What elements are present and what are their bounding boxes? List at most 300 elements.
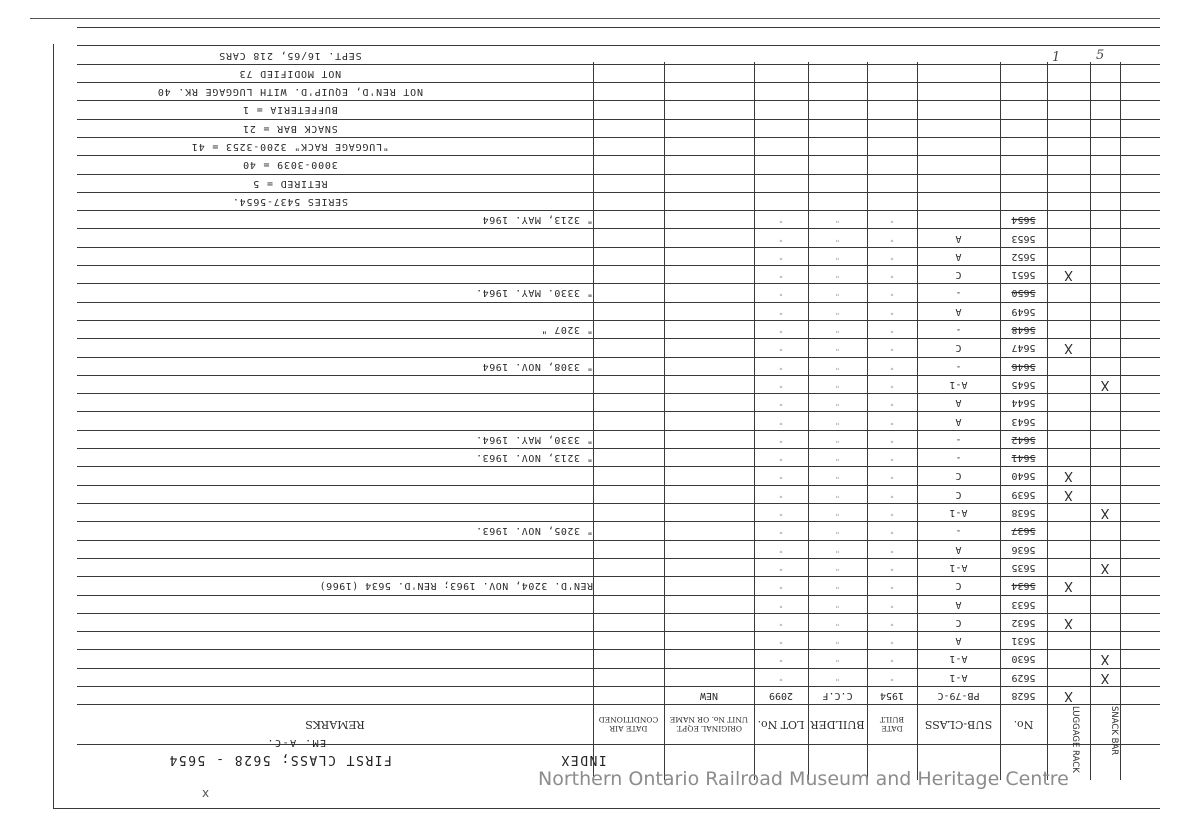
original-equipment: NEW xyxy=(699,690,719,701)
snack-bar-mark xyxy=(1090,320,1120,338)
series-summary-line: 3000-3039 = 40 xyxy=(242,159,338,170)
date-air-conditioned xyxy=(593,229,664,247)
lot-number: " xyxy=(778,600,784,609)
sub-class: A xyxy=(955,635,962,646)
builder: " xyxy=(835,526,840,535)
sub-class: - xyxy=(955,361,962,372)
series-summary-line: SNACK BAR = 21 xyxy=(242,123,338,134)
sub-class: C xyxy=(955,470,962,481)
date-air-conditioned xyxy=(593,485,664,503)
date-air-conditioned xyxy=(593,375,664,393)
original-equipment xyxy=(664,576,754,594)
builder: " xyxy=(835,636,840,645)
car-number: 5632 xyxy=(1011,617,1036,628)
sub-class: A xyxy=(955,306,962,317)
remarks xyxy=(77,375,599,393)
builder: " xyxy=(835,581,840,590)
header-builder: BUILDER xyxy=(810,718,865,731)
sub-class: - xyxy=(955,434,962,445)
date-air-conditioned xyxy=(593,466,664,484)
car-number: 5639 xyxy=(1011,489,1036,500)
luggage-rack-mark xyxy=(1047,595,1090,613)
original-equipment xyxy=(664,668,754,686)
date-built: " xyxy=(889,673,895,682)
sub-class: A xyxy=(955,397,962,408)
lot-number: " xyxy=(778,581,784,590)
remarks xyxy=(77,631,599,649)
lot-number: " xyxy=(778,417,784,426)
car-number: 5644 xyxy=(1011,397,1036,408)
car-number: 5633 xyxy=(1011,599,1036,610)
sub-class: A-1 xyxy=(949,562,968,573)
original-equipment xyxy=(664,466,754,484)
lot-number: " xyxy=(778,545,784,554)
original-equipment xyxy=(664,448,754,466)
lot-number: " xyxy=(778,288,784,297)
car-number: 5629 xyxy=(1011,672,1036,683)
snack-bar-mark xyxy=(1090,229,1120,247)
remarks xyxy=(77,338,599,356)
builder: " xyxy=(835,288,840,297)
remarks: " 3330. MAY. 1964. xyxy=(475,287,593,298)
original-equipment xyxy=(664,540,754,558)
luggage-rack-mark xyxy=(1047,229,1090,247)
series-summary-line: BUFFETERIA = 1 xyxy=(242,104,338,115)
lot-number: " xyxy=(778,618,784,627)
car-number: 5640 xyxy=(1011,470,1036,481)
sub-class: A xyxy=(955,233,962,244)
lot-number: " xyxy=(778,325,784,334)
sub-class: C xyxy=(955,489,962,500)
date-air-conditioned xyxy=(593,503,664,521)
date-built: " xyxy=(889,526,895,535)
date-air-conditioned xyxy=(593,649,664,667)
date-built: " xyxy=(889,581,895,590)
page-number-right: 5 xyxy=(1096,48,1105,63)
builder: " xyxy=(835,600,840,609)
date-built: " xyxy=(889,471,895,480)
car-number: 5643 xyxy=(1011,416,1036,427)
car-number: 5649 xyxy=(1011,306,1036,317)
date-built: " xyxy=(889,325,895,334)
date-built: " xyxy=(889,600,895,609)
snack-bar-mark: X xyxy=(1100,651,1110,666)
snack-bar-mark xyxy=(1090,466,1120,484)
original-equipment xyxy=(664,210,754,228)
original-equipment xyxy=(664,649,754,667)
date-air-conditioned xyxy=(593,668,664,686)
luggage-rack-mark xyxy=(1047,668,1090,686)
car-number: 5636 xyxy=(1011,544,1036,555)
date-air-conditioned xyxy=(593,686,664,704)
builder: " xyxy=(835,453,840,462)
remarks: " 3308, NOV. 1964 xyxy=(482,361,593,372)
remarks xyxy=(77,412,599,430)
snack-bar-mark xyxy=(1090,448,1120,466)
remarks: " 3207 " xyxy=(540,324,593,335)
remarks xyxy=(77,485,599,503)
luggage-rack-mark xyxy=(1047,357,1090,375)
original-equipment xyxy=(664,412,754,430)
header-no: No. xyxy=(1013,718,1034,731)
sheet-bottom-border xyxy=(53,808,1160,809)
date-built: " xyxy=(889,435,895,444)
snack-bar-mark xyxy=(1090,631,1120,649)
header-top-rule xyxy=(77,744,1160,745)
builder: " xyxy=(835,471,840,480)
snack-bar-mark xyxy=(1090,540,1120,558)
remarks xyxy=(77,466,599,484)
car-number: 5641 xyxy=(1011,452,1036,463)
series-summary-line: SEPT. 16/65, 218 CARS xyxy=(218,50,362,61)
car-number: 5647 xyxy=(1011,342,1036,353)
date-air-conditioned xyxy=(593,448,664,466)
luggage-rack-mark: X xyxy=(1064,468,1073,483)
sub-class: A-1 xyxy=(949,653,968,664)
date-air-conditioned xyxy=(593,393,664,411)
luggage-rack-mark xyxy=(1047,210,1090,228)
lot-number: " xyxy=(778,563,784,572)
car-number: 5648 xyxy=(1011,324,1036,335)
original-equipment xyxy=(664,283,754,301)
builder: " xyxy=(835,362,840,371)
header-date-built: DATE BUILT xyxy=(879,715,905,733)
lot-number: " xyxy=(778,508,784,517)
car-number: 5651 xyxy=(1011,269,1036,280)
luggage-rack-mark xyxy=(1047,448,1090,466)
luggage-rack-mark xyxy=(1047,302,1090,320)
snack-bar-mark xyxy=(1090,521,1120,539)
remarks xyxy=(77,558,599,576)
builder: " xyxy=(835,654,840,663)
builder: " xyxy=(835,270,840,279)
snack-bar-mark xyxy=(1090,393,1120,411)
remarks xyxy=(77,668,599,686)
date-air-conditioned xyxy=(593,302,664,320)
date-built: " xyxy=(889,453,895,462)
builder: " xyxy=(835,673,840,682)
snack-bar-mark: X xyxy=(1100,377,1110,392)
lot-number: " xyxy=(778,636,784,645)
snack-bar-mark xyxy=(1090,338,1120,356)
series-summary-line: RETIRED = 5 xyxy=(252,178,328,189)
builder: " xyxy=(835,343,840,352)
snack-bar-mark: X xyxy=(1100,670,1110,685)
original-equipment xyxy=(664,393,754,411)
date-air-conditioned xyxy=(593,338,664,356)
sub-class: A-1 xyxy=(949,379,968,390)
builder: " xyxy=(835,380,840,389)
luggage-rack-mark: X xyxy=(1064,267,1073,282)
builder: " xyxy=(835,417,840,426)
luggage-rack-mark xyxy=(1047,393,1090,411)
car-number: 5635 xyxy=(1011,562,1036,573)
date-air-conditioned xyxy=(593,613,664,631)
car-number: 5631 xyxy=(1011,635,1036,646)
lot-number: 2099 xyxy=(768,690,794,701)
luggage-rack-mark: X xyxy=(1064,487,1073,502)
date-built: " xyxy=(889,545,895,554)
series-summary-line: NOT REN'D, EQUIP'D. WITH LUGGAGE RK. 40 xyxy=(157,86,423,97)
header-lot-no: LOT No. xyxy=(757,718,805,731)
original-equipment xyxy=(664,302,754,320)
date-air-conditioned xyxy=(593,558,664,576)
sub-class: C xyxy=(955,617,962,628)
car-number: 5638 xyxy=(1011,507,1036,518)
builder: C.C.F xyxy=(822,690,853,701)
snack-bar-mark xyxy=(1090,302,1120,320)
header-remarks: REMARKS xyxy=(305,718,365,731)
date-built: " xyxy=(889,380,895,389)
builder: " xyxy=(835,490,840,499)
grid-rule xyxy=(77,704,1160,705)
series-summary-line: NOT MODIFIED 73 xyxy=(238,68,342,79)
original-equipment xyxy=(664,503,754,521)
date-air-conditioned xyxy=(593,631,664,649)
sub-class: A xyxy=(955,251,962,262)
snack-bar-mark xyxy=(1090,412,1120,430)
series-summary-line: "LUGGAGE RACK" 3200-3253 = 41 xyxy=(191,141,389,152)
luggage-rack-mark xyxy=(1047,503,1090,521)
luggage-rack-mark: X xyxy=(1064,578,1073,593)
original-equipment xyxy=(664,521,754,539)
lot-number: " xyxy=(778,526,784,535)
remarks xyxy=(77,302,599,320)
date-built: " xyxy=(889,417,895,426)
date-air-conditioned xyxy=(593,521,664,539)
builder: " xyxy=(835,435,840,444)
date-built: " xyxy=(889,234,895,243)
snack-bar-mark: X xyxy=(1100,560,1110,575)
watermark: Northern Ontario Railroad Museum and Heritage Centre xyxy=(538,768,1069,790)
luggage-rack-mark xyxy=(1047,283,1090,301)
sheet-top-rule xyxy=(30,18,1160,19)
sub-class: A xyxy=(955,416,962,427)
luggage-rack-mark xyxy=(1047,540,1090,558)
lot-number: " xyxy=(778,471,784,480)
sheet-left-border xyxy=(53,44,54,808)
luggage-rack-mark xyxy=(1047,521,1090,539)
luggage-rack-mark: X xyxy=(1064,340,1073,355)
date-built: " xyxy=(889,307,895,316)
date-air-conditioned xyxy=(593,320,664,338)
original-equipment xyxy=(664,613,754,631)
original-equipment xyxy=(664,265,754,283)
snack-bar-mark xyxy=(1090,430,1120,448)
snack-bar-mark xyxy=(1090,485,1120,503)
lot-number: " xyxy=(778,307,784,316)
lot-number: " xyxy=(778,343,784,352)
remarks xyxy=(77,229,599,247)
date-built: " xyxy=(889,343,895,352)
date-air-conditioned xyxy=(593,210,664,228)
sub-class: C xyxy=(955,580,962,591)
car-number: 5630 xyxy=(1011,653,1036,664)
luggage-rack-mark xyxy=(1047,412,1090,430)
car-number: 5654 xyxy=(1011,214,1036,225)
date-air-conditioned xyxy=(593,540,664,558)
original-equipment xyxy=(664,595,754,613)
builder: " xyxy=(835,545,840,554)
builder: " xyxy=(835,398,840,407)
sub-class: - xyxy=(955,452,962,463)
sub-class: - xyxy=(955,525,962,536)
lot-number: " xyxy=(778,215,784,224)
sub-class: A-1 xyxy=(949,507,968,518)
sub-class xyxy=(917,210,1000,228)
sub-class: C xyxy=(955,342,962,353)
snack-bar-mark xyxy=(1090,686,1120,704)
car-number: 5642 xyxy=(1011,434,1036,445)
car-number: 5650 xyxy=(1011,287,1036,298)
car-number: 5645 xyxy=(1011,379,1036,390)
page-title: FIRST CLASS; 5628 - 5654 xyxy=(168,752,392,767)
snack-bar-mark: X xyxy=(1100,505,1110,520)
index-label: INDEX xyxy=(560,752,607,767)
remarks xyxy=(77,247,599,265)
sub-class: A-1 xyxy=(949,672,968,683)
builder: " xyxy=(835,508,840,517)
remarks xyxy=(77,265,599,283)
date-built: " xyxy=(889,252,895,261)
car-number: 5628 xyxy=(1011,690,1036,701)
remarks xyxy=(77,649,599,667)
luggage-rack-mark xyxy=(1047,247,1090,265)
header-original-eqpt: ORIGINAL EQPT. UNIT No. OR NAME xyxy=(669,715,749,733)
date-built: " xyxy=(889,362,895,371)
header-luggage-rack: LUGGAGE RACK xyxy=(1070,706,1080,773)
builder: " xyxy=(835,563,840,572)
snack-bar-mark xyxy=(1090,613,1120,631)
lot-number: " xyxy=(778,490,784,499)
date-built: " xyxy=(889,270,895,279)
series-summary-line: SERIES 5437-5654. xyxy=(232,196,348,207)
remarks xyxy=(77,686,599,704)
lot-number: " xyxy=(778,453,784,462)
remarks: " 3205, NOV. 1963. xyxy=(475,525,593,536)
date-air-conditioned xyxy=(593,265,664,283)
page-subtitle: EM. A-C. xyxy=(266,737,327,748)
car-number: 5646 xyxy=(1011,361,1036,372)
snack-bar-mark xyxy=(1090,210,1120,228)
original-equipment xyxy=(664,631,754,649)
sub-class: A xyxy=(955,544,962,555)
page-number-left: 1 xyxy=(1052,50,1061,65)
date-built: " xyxy=(889,215,895,224)
original-equipment xyxy=(664,558,754,576)
header-snack-bar: SNACK BAR xyxy=(1109,706,1119,756)
remarks xyxy=(77,540,599,558)
date-built: " xyxy=(889,618,895,627)
original-equipment xyxy=(664,320,754,338)
original-equipment xyxy=(664,375,754,393)
snack-bar-mark xyxy=(1090,357,1120,375)
lot-number: " xyxy=(778,673,784,682)
original-equipment xyxy=(664,229,754,247)
snack-bar-mark xyxy=(1090,265,1120,283)
date-air-conditioned xyxy=(593,357,664,375)
remarks xyxy=(77,503,599,521)
car-number: 5637 xyxy=(1011,525,1036,536)
luggage-rack-mark xyxy=(1047,631,1090,649)
remarks: " 3213, NOV. 1963. xyxy=(475,452,593,463)
date-air-conditioned xyxy=(593,283,664,301)
original-equipment xyxy=(664,430,754,448)
lot-number: " xyxy=(778,435,784,444)
snack-bar-mark xyxy=(1090,576,1120,594)
date-built: " xyxy=(889,563,895,572)
sub-class: C xyxy=(955,269,962,280)
luggage-rack-mark xyxy=(1047,649,1090,667)
lot-number: " xyxy=(778,252,784,261)
header-sub-class: SUB-CLASS xyxy=(924,718,993,731)
original-equipment xyxy=(664,338,754,356)
date-built: " xyxy=(889,398,895,407)
builder: " xyxy=(835,215,840,224)
builder: " xyxy=(835,234,840,243)
lot-number: " xyxy=(778,362,784,371)
header-date-air-conditioned: DATE AIR CONDITIONED xyxy=(598,715,659,733)
sub-class: - xyxy=(955,324,962,335)
luggage-rack-mark: X xyxy=(1064,615,1073,630)
date-air-conditioned xyxy=(593,430,664,448)
builder: " xyxy=(835,325,840,334)
snack-bar-mark xyxy=(1090,595,1120,613)
car-number: 5652 xyxy=(1011,251,1036,262)
original-equipment xyxy=(664,485,754,503)
date-built: " xyxy=(889,490,895,499)
remarks xyxy=(77,393,599,411)
remarks xyxy=(77,613,599,631)
lot-number: " xyxy=(778,654,784,663)
lot-number: " xyxy=(778,234,784,243)
remarks: " 3330, MAY. 1964. xyxy=(475,434,593,445)
date-air-conditioned xyxy=(593,576,664,594)
car-number: 5634 xyxy=(1011,580,1036,591)
remarks: REN'D. 3204, NOV. 1963; REN'D. 5634 (1966) xyxy=(319,580,593,591)
car-number: 5653 xyxy=(1011,233,1036,244)
date-air-conditioned xyxy=(593,595,664,613)
column-rule xyxy=(1120,62,1121,780)
sub-class: A xyxy=(955,599,962,610)
date-built: 1954 xyxy=(879,690,905,701)
remarks: " 3213, MAY. 1964 xyxy=(482,214,593,225)
builder: " xyxy=(835,618,840,627)
luggage-rack-mark xyxy=(1047,430,1090,448)
original-equipment xyxy=(664,247,754,265)
date-air-conditioned xyxy=(593,247,664,265)
lot-number: " xyxy=(778,380,784,389)
date-built: " xyxy=(889,636,895,645)
remarks xyxy=(77,595,599,613)
date-air-conditioned xyxy=(593,412,664,430)
luggage-rack-mark xyxy=(1047,320,1090,338)
sub-class: PB-79-C xyxy=(937,690,980,701)
lot-number: " xyxy=(778,398,784,407)
builder: " xyxy=(835,307,840,316)
luggage-rack-mark: X xyxy=(1064,688,1073,703)
luggage-rack-mark xyxy=(1047,375,1090,393)
original-equipment xyxy=(664,357,754,375)
date-built: " xyxy=(889,288,895,297)
snack-bar-mark xyxy=(1090,283,1120,301)
luggage-rack-mark xyxy=(1047,558,1090,576)
grid-rule xyxy=(77,27,1160,28)
margin-mark: x xyxy=(202,786,210,800)
date-built: " xyxy=(889,508,895,517)
date-built: " xyxy=(889,654,895,663)
snack-bar-mark xyxy=(1090,247,1120,265)
